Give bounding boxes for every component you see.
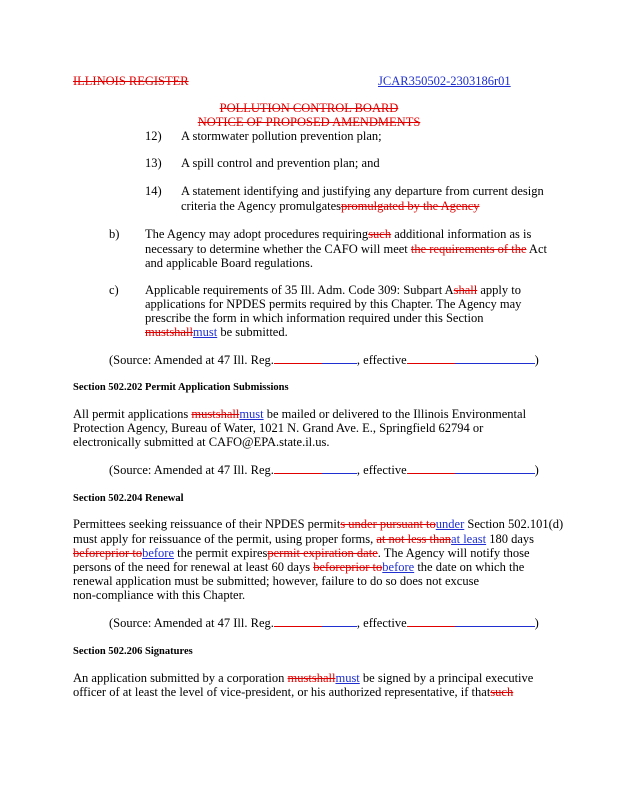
item-14-number: 14) — [145, 184, 162, 198]
s204-line3-deletion-3: permit expiration date — [267, 546, 378, 560]
source-text-2: , effective — [356, 353, 407, 367]
item-14-line1: A statement identifying and justifying any departure from current design — [181, 184, 544, 198]
source-text-3: ) — [534, 616, 539, 630]
notice-title: NOTICE OF PROPOSED AMENDMENTS — [197, 115, 421, 129]
para-c-insertion: must — [192, 325, 218, 339]
source-text-1: (Source: Amended at 47 Ill. Reg. — [109, 353, 274, 367]
para-c-line2: applications for NPDES permits required by this Chapter. The Agency may — [145, 297, 522, 311]
blank-red-1 — [274, 616, 322, 627]
para-b-label: b) — [109, 227, 120, 241]
blank-blue-1 — [322, 616, 357, 627]
para-b-line2-b: Act — [526, 242, 547, 256]
source-text-3: ) — [534, 353, 539, 367]
jcar-code — [378, 74, 511, 89]
source-note-1 — [109, 353, 539, 368]
para-b-line1 — [145, 227, 531, 242]
para-b-line1-a: The Agency may adopt procedures requiring — [145, 227, 369, 241]
blank-blue-2 — [455, 616, 535, 627]
para-c-line4 — [145, 325, 288, 340]
s204-line4-a: persons of the need for renewal at least 60 days — [73, 560, 314, 574]
s202-line1 — [73, 407, 526, 422]
s206-line2-deletion: such — [490, 685, 514, 699]
s204-line3-deletion-1: before — [73, 546, 105, 560]
s204-line4-insertion: before — [382, 560, 415, 574]
source-note-2 — [109, 463, 539, 478]
source-text-2: , effective — [356, 463, 407, 477]
blank-blue-1 — [322, 353, 357, 364]
s202-line2: Protection Agency, Bureau of Water, 1021 N. Grand Ave. E., Springfield 62794 or — [73, 421, 484, 435]
s206-line2 — [73, 685, 513, 700]
para-b-line3: and applicable Board regulations. — [145, 256, 313, 270]
blank-red-2 — [407, 353, 455, 364]
s204-line3-a: the permit expires — [174, 546, 268, 560]
s204-line2-insertion: at least — [451, 532, 487, 546]
s202-line1-a: All permit applications — [73, 407, 192, 421]
item-14-line2-text: criteria the Agency promulgates — [181, 199, 342, 213]
jcar-code-old: JCAR350502-2303186 — [378, 74, 494, 88]
s202-line3: electronically submitted at CAFO@EPA.state.il.us. — [73, 435, 330, 449]
s204-line5: renewal application must be submitted; however, failure to do so does not excuse — [73, 574, 479, 588]
para-b-line2 — [145, 242, 547, 257]
item-14-line2 — [181, 199, 480, 214]
s204-line2-deletion: at not less than — [376, 532, 452, 546]
blank-red-2 — [407, 616, 455, 627]
item-13-text: A spill control and prevention plan; and — [181, 156, 380, 170]
source-text-1: (Source: Amended at 47 Ill. Reg. — [109, 616, 274, 630]
para-b-line2-deletion: the requirements of the — [410, 242, 527, 256]
s204-line2-a: must apply for reissuance of the permit, using proper forms, — [73, 532, 377, 546]
s204-line4 — [73, 560, 524, 575]
s206-line1-b: be signed by a principal executive — [359, 671, 534, 685]
register-header: ILLINOIS REGISTER — [73, 74, 189, 88]
para-c-deletion-2: shall — [169, 325, 193, 339]
s204-line1-a: Permittees seeking reissuance of their NPDES permit — [73, 517, 341, 531]
s204-line2 — [73, 532, 534, 547]
source-text-2: , effective — [356, 616, 407, 630]
section-502-204-heading: Section 502.204 Renewal — [73, 493, 184, 504]
item-13-number: 13) — [145, 156, 162, 170]
jcar-code-new: r01 — [493, 74, 511, 88]
item-12-text: A stormwater pollution prevention plan; — [181, 129, 382, 143]
source-text-3: ) — [534, 463, 539, 477]
blank-blue-1 — [322, 463, 357, 474]
s204-line4-b: the date on which the — [414, 560, 525, 574]
s204-line4-deletion-2: prior to — [345, 560, 383, 574]
s204-line1 — [73, 517, 563, 532]
para-b-line1-deletion: such — [368, 227, 392, 241]
para-c-line1 — [145, 283, 521, 298]
s202-deletion-1: must — [191, 407, 216, 421]
source-text-1: (Source: Amended at 47 Ill. Reg. — [109, 463, 274, 477]
blank-red-1 — [274, 353, 322, 364]
s204-line1-b: Section 502.101(d) — [464, 517, 564, 531]
s204-insertion: under — [435, 517, 465, 531]
source-note-3 — [109, 616, 539, 631]
para-c-deletion-1: must — [145, 325, 170, 339]
s206-line2-a: officer of at least the level of vice-president, or his authorized representative, if that — [73, 685, 491, 699]
s204-line6: non-compliance with this Chapter. — [73, 588, 246, 602]
blank-blue-2 — [455, 463, 535, 474]
section-502-206-heading: Section 502.206 Signatures — [73, 646, 193, 657]
s206-line1 — [73, 671, 533, 686]
para-c-line3: prescribe the form in which information required under this Section — [145, 311, 484, 325]
para-c-line1-a: Applicable requirements of 35 Ill. Adm. Code 309: Subpart A — [145, 283, 454, 297]
s204-deletion: s under pursuant to — [340, 517, 436, 531]
s206-line1-a: An application submitted by a corporation — [73, 671, 288, 685]
s202-insertion: must — [239, 407, 264, 421]
s204-line3-b: . The Agency will notify those — [377, 546, 530, 560]
s204-line2-b: 180 days — [486, 532, 535, 546]
board-title: POLLUTION CONTROL BOARD — [219, 101, 399, 115]
s206-insertion: must — [335, 671, 360, 685]
section-502-202-heading: Section 502.202 Permit Application Submissions — [73, 382, 289, 393]
para-b-line2-a: necessary to determine whether the CAFO will meet — [145, 242, 411, 256]
s204-line3 — [73, 546, 530, 561]
s206-deletion-1: must — [287, 671, 312, 685]
s202-line1-b: be mailed or delivered to the Illinois Environmental — [263, 407, 527, 421]
blank-red-1 — [274, 463, 322, 474]
para-c-line4-b: be submitted. — [217, 325, 288, 339]
blank-red-2 — [407, 463, 455, 474]
s202-deletion-2: shall — [215, 407, 240, 421]
para-c-line1-b: apply to — [477, 283, 521, 297]
item-12-number: 12) — [145, 129, 162, 143]
para-c-label: c) — [109, 283, 119, 297]
blank-blue-2 — [455, 353, 535, 364]
para-c-line1-deletion: shall — [453, 283, 478, 297]
s204-line3-insertion: before — [142, 546, 174, 560]
s206-deletion-2: shall — [311, 671, 336, 685]
s204-line3-deletion-2: prior to — [104, 546, 143, 560]
para-b-line1-b: additional information as is — [391, 227, 532, 241]
item-14-deletion: promulgated by the Agency — [341, 199, 480, 213]
s204-line4-deletion-1: before — [313, 560, 346, 574]
